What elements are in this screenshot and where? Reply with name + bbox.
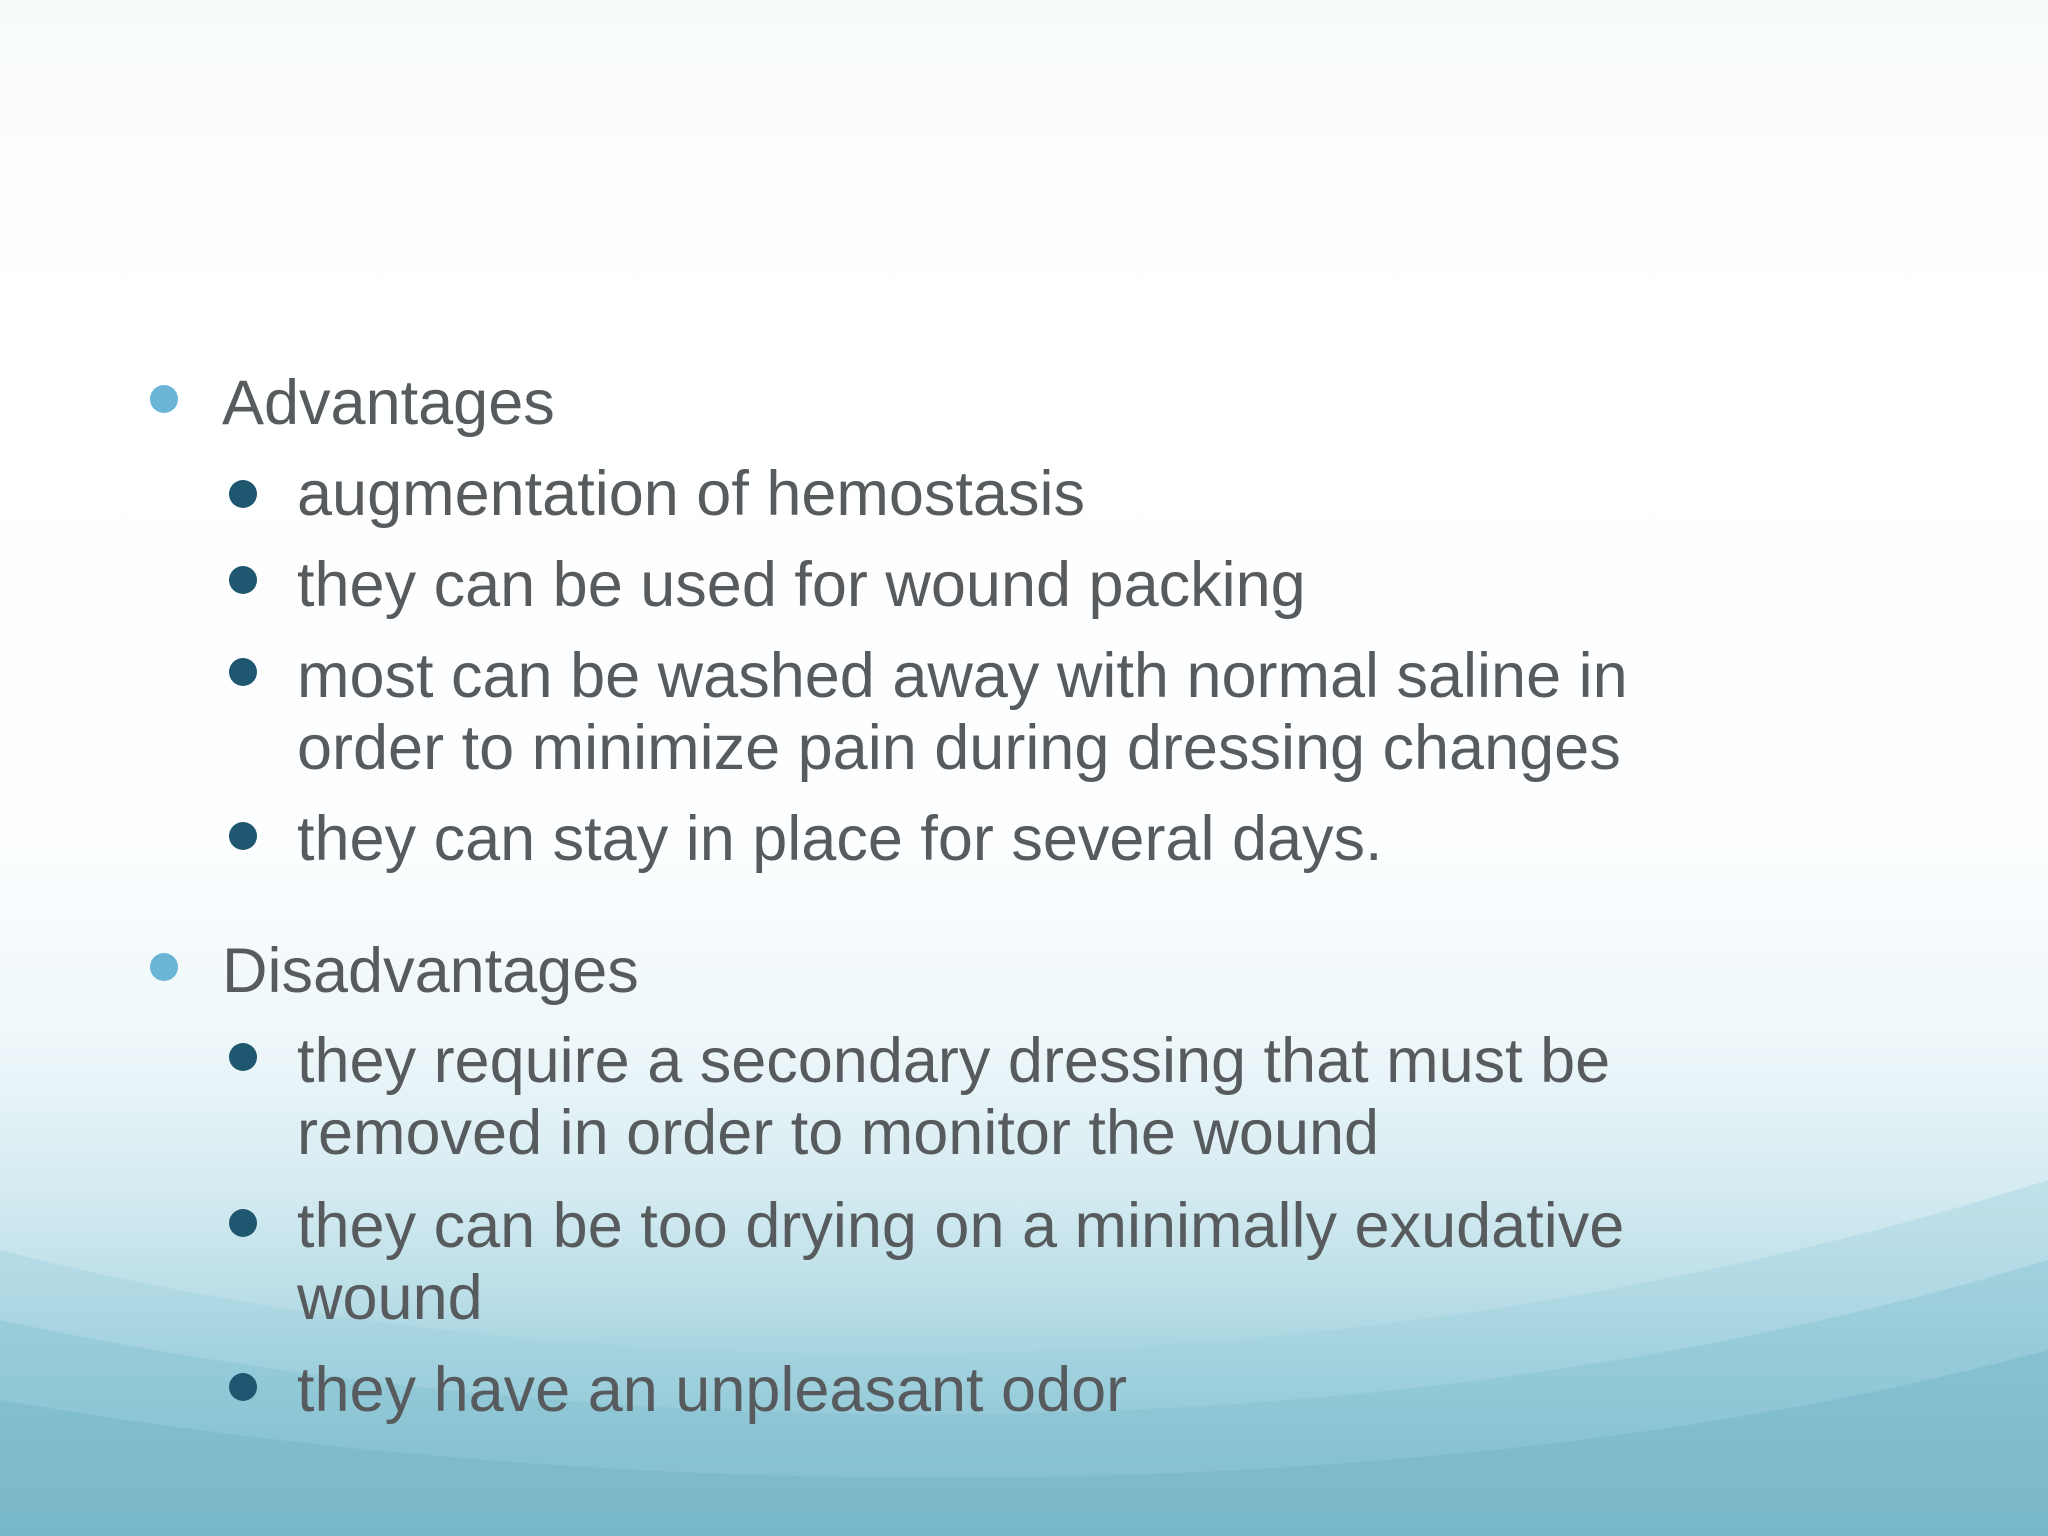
section-heading-disadvantages: Disadvantages — [222, 936, 639, 1006]
disadvantage-item: they can be too drying on a minimally exudative — [297, 1191, 1625, 1261]
advantage-item: they can be used for wound packing — [297, 550, 1306, 620]
bullet-level2 — [229, 480, 257, 508]
advantage-item: augmentation of hemostasis — [297, 459, 1085, 529]
advantage-item: they can stay in place for several days. — [297, 804, 1383, 874]
bullet-level2 — [229, 822, 257, 850]
bullet-level2 — [229, 658, 257, 686]
bullet-level2 — [229, 1373, 257, 1401]
bullet-level2 — [229, 1209, 257, 1237]
advantage-item: most can be washed away with normal saline in — [297, 641, 1628, 711]
disadvantage-item-continuation: removed in order to monitor the wound — [297, 1098, 1380, 1168]
bullet-level2 — [229, 566, 257, 594]
section-heading-advantages: Advantages — [222, 368, 555, 438]
bullet-level1 — [150, 953, 178, 981]
bullet-level1 — [150, 385, 178, 413]
disadvantage-item: they require a secondary dressing that must be — [297, 1026, 1611, 1096]
advantage-item-continuation: order to minimize pain during dressing changes — [297, 713, 1621, 783]
disadvantage-item: they have an unpleasant odor — [297, 1355, 1128, 1425]
disadvantage-item-continuation: wound — [297, 1263, 483, 1333]
bullet-level2 — [229, 1043, 257, 1071]
